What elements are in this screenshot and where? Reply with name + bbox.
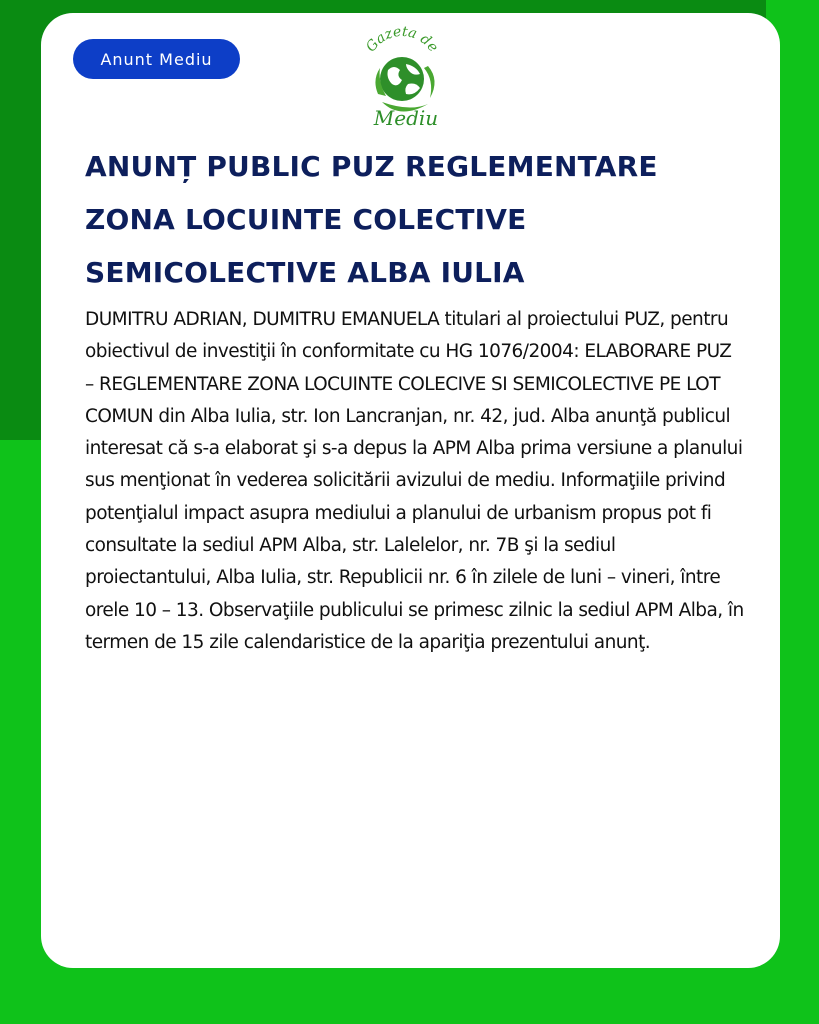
logo-text-top: Gazeta de (362, 24, 442, 56)
category-tag-label: Anunt Mediu (100, 49, 213, 69)
gazeta-de-mediu-logo (352, 24, 452, 134)
page-title: ANUNȚ PUBLIC PUZ REGLEMENTARE ZONA LOCUINTE COLECTIVE SEMICOLECTIVE ALBA IULIA (85, 150, 658, 289)
category-tag[interactable] (73, 39, 240, 79)
announcement-body: DUMITRU ADRIAN, DUMITRU EMANUELA titulari al proiectului PUZ, pentru obiectivul de investiţii în conformitate cu HG 1076/2004: ELABORARE PUZ – REGLEMENTARE ZONA LOCUINTE COLECIVE SI SEMICOLECTIVE PE LOT COMUN din Alba Iulia, str. Ion Lancranjan, nr. 42, jud. Alba anunţă publicul interesat că s-a elaborat şi s-a depus la APM Alba prima versiune a planului sus menţionat în vederea solicitării avizului de mediu. Informaţiile privind potenţialul impact asupra mediului a planului de urbanism propus pot fi consultate la sediul APM Alba, str. Lalelelor, nr. 7B şi la sediul proiectantului, Alba Iulia, str. Republicii nr. 6 în zilele de luni – vineri, între orele 10 – 13. Observaţiile publicului se primesc zilnic la sediul APM Alba, în termen de 15 zile calendaristice de la apariţia prezentului anunţ. (85, 309, 744, 653)
logo-text-bottom: Mediu (373, 106, 439, 130)
